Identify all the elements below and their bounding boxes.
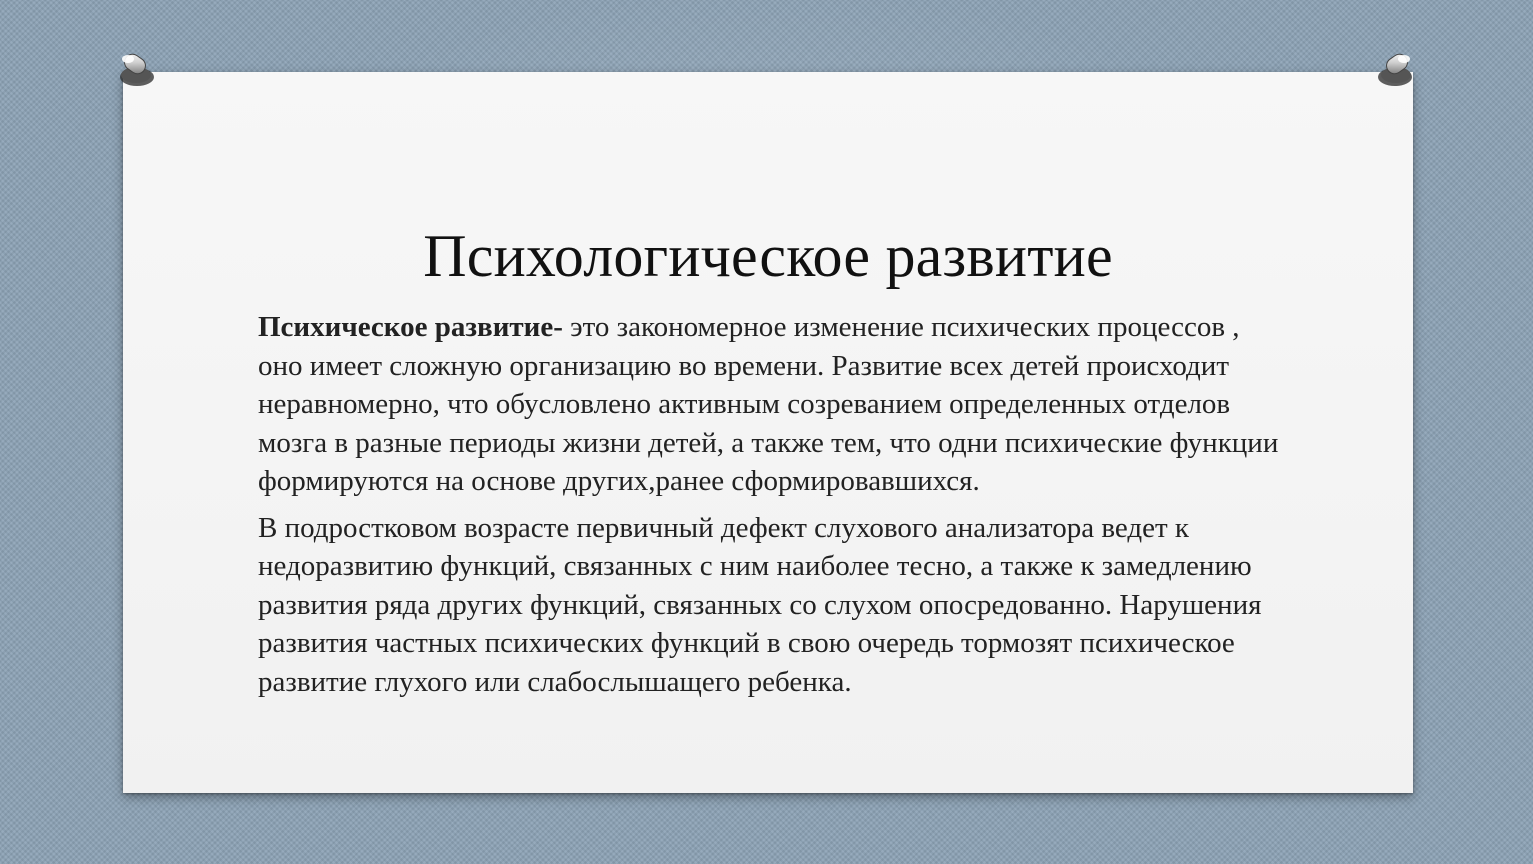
thumbtack-icon xyxy=(1374,50,1420,88)
slide-body xyxy=(258,308,1288,709)
definition-text: это закономерное изменение психических процессов , оно имеет сложную организацию во времени. Развитие всех детей происходит неравномерно, что обусловлено активным созреванием определенных отделов мозга в разные периоды жизни детей, а также тем, что одни психические функции формируются на основе других,ранее сформировавшихся. xyxy=(258,311,1279,497)
paragraph-adolescence xyxy=(258,509,1288,702)
paragraph-definition xyxy=(258,308,1288,501)
slide-title: Психологическое развитие xyxy=(423,223,1113,289)
definition-term: Психическое развитие- xyxy=(258,311,563,343)
slide-card xyxy=(123,72,1413,793)
adolescence-text: В подростковом возрасте первичный дефект слухового анализатора ведет к недоразвитию функций, связанных с ним наиболее тесно, а также к замедлению развития ряда других функций, связанных со слухом опосредованно. Нарушения развития частных психических функций в свою очередь тормозят психическое развитие глухого или слабослышащего ребенка. xyxy=(258,511,1262,698)
thumbtack-icon xyxy=(112,50,158,88)
